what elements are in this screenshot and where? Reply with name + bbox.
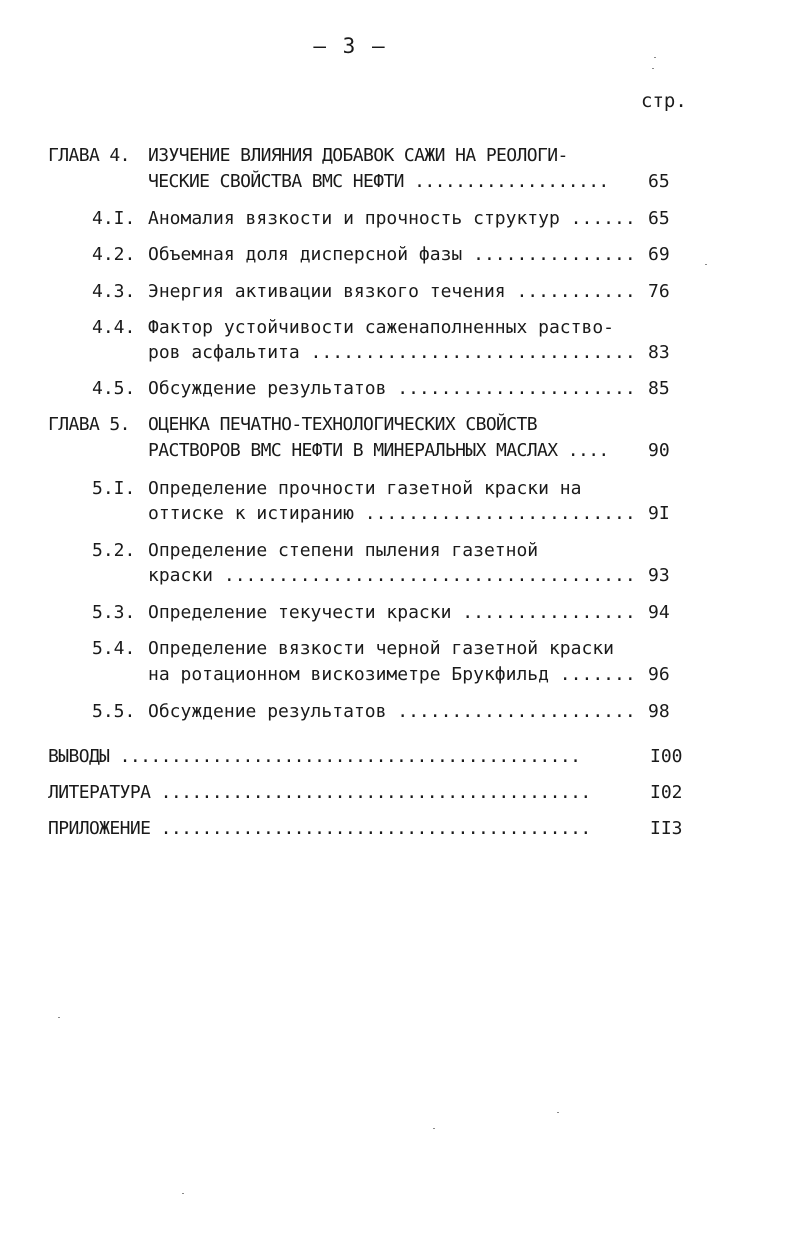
- section-4-1-title: Аномалия вязкости и прочность структур ......: [148, 208, 636, 229]
- literature-title: ЛИТЕРАТУРА ..........................................: [48, 782, 591, 803]
- section-5-4-title-line2: на ротационном вискозиметре Брукфильд .......: [148, 664, 636, 685]
- scan-speck: [557, 1112, 559, 1113]
- section-4-2-title: Объемная доля дисперсной фазы ...............: [148, 244, 636, 265]
- conclusions-title: ВЫВОДЫ .............................................: [48, 746, 581, 767]
- page-column-label: стр.: [641, 90, 687, 112]
- chapter-5-title-line2: РАСТВОРОВ ВМС НЕФТИ В МИНЕРАЛЬНЫХ МАСЛАХ ....: [148, 440, 609, 461]
- chapter-4-label: ГЛАВА 4.: [48, 145, 130, 166]
- section-5-4-page: 96: [648, 664, 670, 685]
- section-5-5-page: 98: [648, 701, 670, 722]
- scan-speck: [58, 1017, 60, 1018]
- section-4-1-number: 4.I.: [92, 208, 136, 229]
- chapter-4-title-line2: ЧЕСКИЕ СВОЙСТВА ВМС НЕФТИ ...................: [148, 171, 609, 192]
- section-5-4-number: 5.4.: [92, 638, 136, 659]
- section-4-3-number: 4.3.: [92, 281, 136, 302]
- section-4-4-number: 4.4.: [92, 317, 136, 338]
- page-number: – 3 –: [313, 34, 387, 58]
- chapter-4-title-line1: ИЗУЧЕНИЕ ВЛИЯНИЯ ДОБАВОК САЖИ НА РЕОЛОГИ-: [148, 145, 568, 166]
- section-4-1-page: 65: [648, 208, 670, 229]
- section-4-2-number: 4.2.: [92, 244, 136, 265]
- literature-page: I02: [650, 782, 683, 803]
- chapter-5-title-line1: ОЦЕНКА ПЕЧАТНО-ТЕХНОЛОГИЧЕСКИХ СВОЙСТВ: [148, 414, 538, 435]
- section-4-2-page: 69: [648, 244, 670, 265]
- section-5-2-title-line1: Определение степени пыления газетной: [148, 540, 539, 561]
- section-5-2-number: 5.2.: [92, 540, 136, 561]
- scan-speck: [705, 264, 707, 265]
- section-4-5-number: 4.5.: [92, 378, 136, 399]
- section-5-5-title: Обсуждение результатов ......................: [148, 701, 636, 722]
- scan-speck: [652, 68, 654, 69]
- section-5-3-page: 94: [648, 602, 670, 623]
- appendix-title: ПРИЛОЖЕНИЕ ..........................................: [48, 818, 591, 839]
- section-4-4-page: 83: [648, 342, 670, 363]
- section-4-3-page: 76: [648, 281, 670, 302]
- appendix-page: II3: [650, 818, 683, 839]
- section-5-1-page: 9I: [648, 503, 670, 524]
- chapter-5-page: 90: [648, 440, 670, 461]
- scan-speck: [433, 1128, 435, 1129]
- section-5-3-title: Определение текучести краски ................: [148, 602, 636, 623]
- chapter-4-page: 65: [648, 171, 670, 192]
- section-4-3-title: Энергия активации вязкого течения ...........: [148, 281, 636, 302]
- section-5-3-number: 5.3.: [92, 602, 136, 623]
- section-4-5-title: Обсуждение результатов ......................: [148, 378, 636, 399]
- conclusions-page: I00: [650, 746, 683, 767]
- chapter-5-label: ГЛАВА 5.: [48, 414, 130, 435]
- scan-speck: [654, 57, 656, 58]
- section-4-5-page: 85: [648, 378, 670, 399]
- section-5-2-title-line2: краски ......................................: [148, 565, 636, 586]
- scan-speck: [182, 1193, 184, 1194]
- section-5-1-title-line1: Определение прочности газетной краски на: [148, 478, 582, 499]
- section-5-1-number: 5.I.: [92, 478, 136, 499]
- section-5-1-title-line2: оттиске к истиранию .........................: [148, 503, 636, 524]
- section-4-4-title-line2: ров асфальтита ..............................: [148, 342, 636, 363]
- section-5-5-number: 5.5.: [92, 701, 136, 722]
- section-4-4-title-line1: Фактор устойчивости саженаполненных раство-: [148, 317, 614, 338]
- section-5-4-title-line1: Определение вязкости черной газетной краски: [148, 638, 614, 659]
- section-5-2-page: 93: [648, 565, 670, 586]
